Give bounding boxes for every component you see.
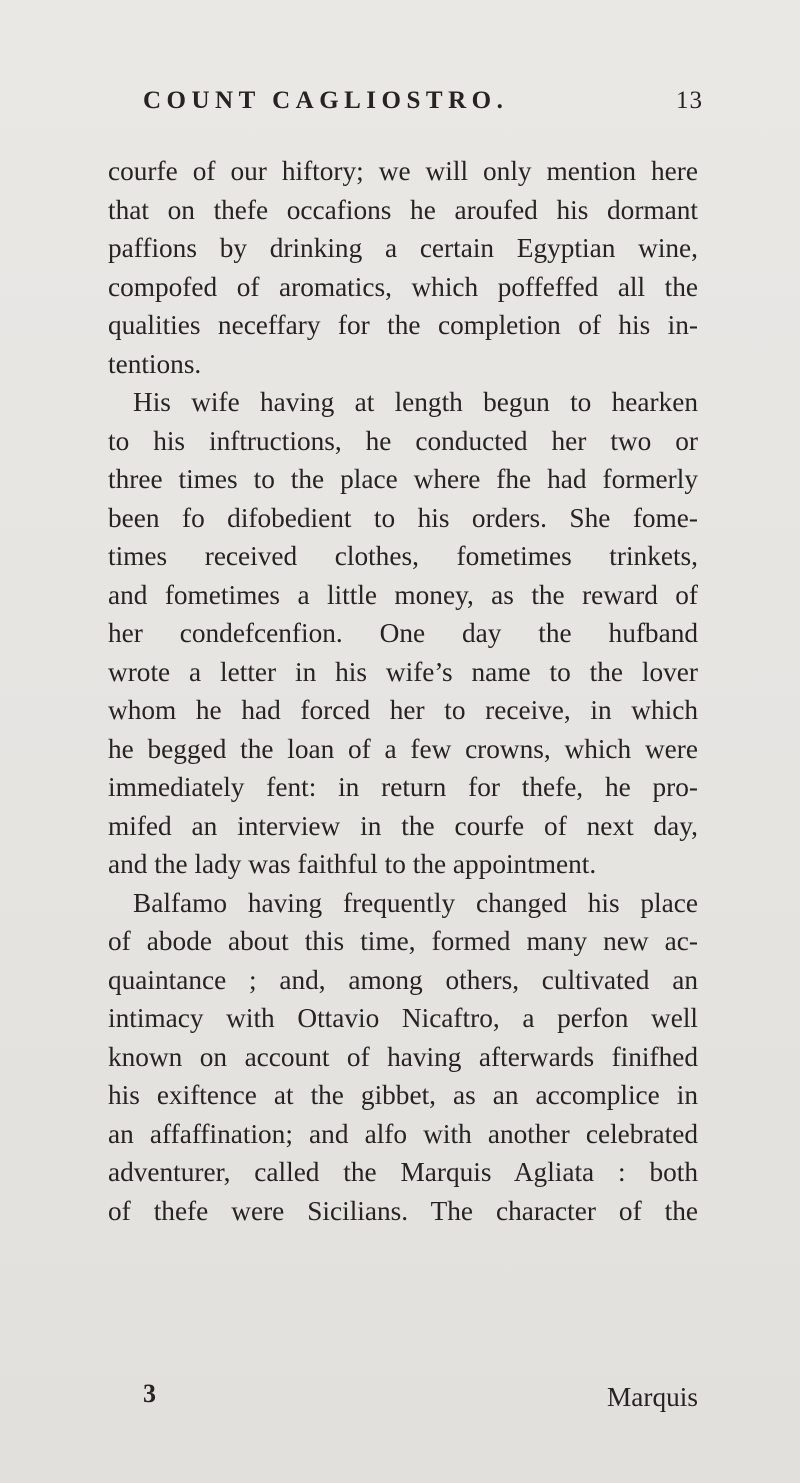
text-line: quaintance ; and, among others, cultivated an	[108, 964, 698, 995]
text-line: wrote a letter in his wife’s name to the lover	[108, 656, 698, 687]
text-line: his exiftence at the gibbet, as an accomplice in	[108, 1080, 698, 1110]
text-line: of abode about this time, formed many new ac-	[108, 926, 698, 956]
signature-mark: 3	[143, 1379, 156, 1408]
text-line: qualities neceffary for the completion of his in-	[108, 310, 698, 340]
text-line: that on thefe occafions he aroufed his dormant	[108, 194, 698, 225]
text-line: mifed an interview in the courfe of next day,	[108, 810, 698, 841]
catchword: Marquis	[607, 1382, 698, 1412]
text-line: three times to the place where fhe had formerly	[108, 464, 698, 494]
text-line: immediately fent: in return for thefe, he pro-	[108, 772, 698, 802]
paragraph-start-line: Balfamo having frequently changed his place	[133, 887, 698, 918]
text-line: been fo difobedient to his orders. She fome-	[108, 502, 698, 533]
text-line: compofed of aromatics, which poffeffed all the	[108, 271, 698, 302]
text-line: and fometimes a little money, as the reward of	[108, 579, 698, 610]
text-line: to his inftructions, he conducted her two or	[108, 425, 698, 456]
text-line: courfe of our hiftory; we will only mention here	[108, 156, 698, 186]
text-line: of thefe were Sicilians. The character of the	[108, 1195, 698, 1226]
text-line: and the lady was faithful to the appointment.	[108, 849, 597, 879]
paragraph-start-line: His wife having at length begun to hearken	[133, 387, 698, 417]
text-line: intimacy with Ottavio Nicaftro, a perfon well	[108, 1003, 698, 1033]
text-line: her condefcenfion. One day the hufband	[108, 618, 698, 648]
text-line: an affaffination; and alfo with another celebrated	[108, 1118, 698, 1149]
text-line: he begged the loan of a few crowns, which were	[108, 733, 698, 764]
page-number: 13	[676, 87, 703, 114]
running-head-title: COUNT CAGLIOSTRO.	[143, 87, 509, 114]
text-line: paffions by drinking a certain Egyptian wine,	[108, 233, 698, 263]
running-head	[143, 87, 703, 127]
text-line: times received clothes, fometimes trinkets,	[108, 541, 698, 571]
text-line: adventurer, called the Marquis Agliata : both	[108, 1157, 698, 1187]
text-line: known on account of having afterwards finifhed	[108, 1041, 698, 1072]
body-text	[108, 152, 698, 1230]
text-line: whom he had forced her to receive, in which	[108, 695, 698, 725]
text-line: tentions.	[108, 348, 202, 379]
